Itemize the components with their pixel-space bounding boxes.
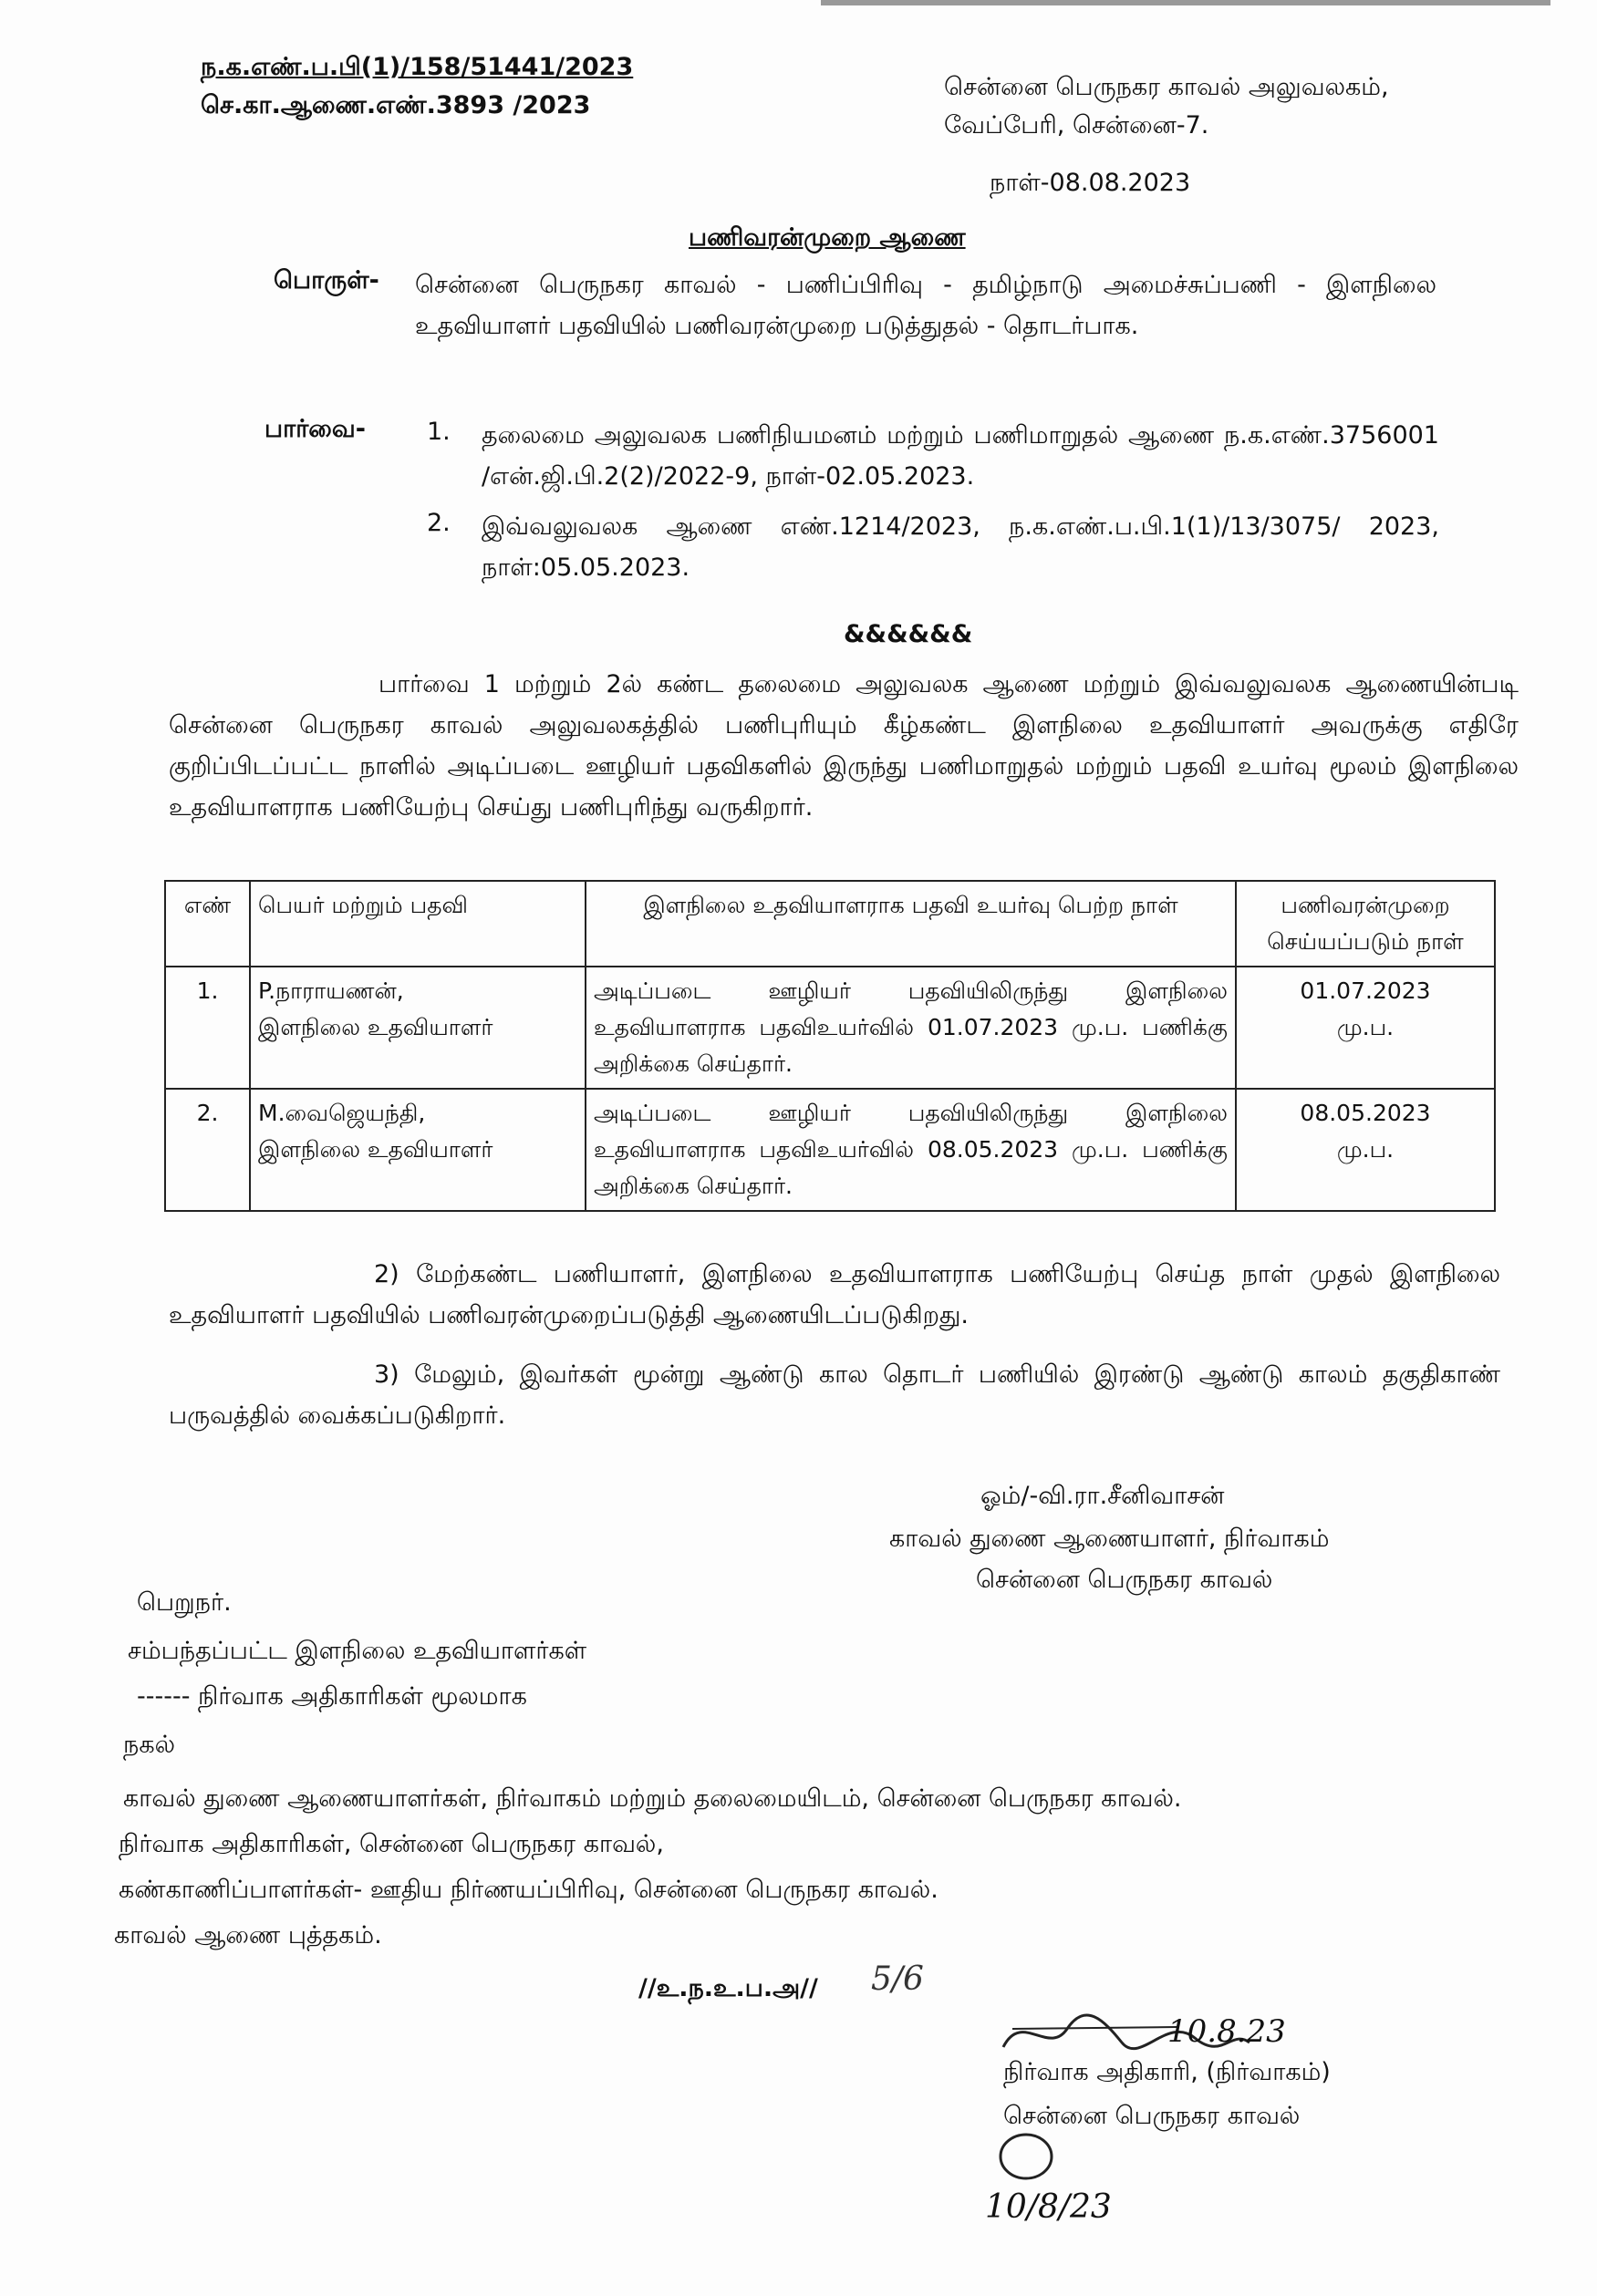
office-address: வேப்பேரி, சென்னை-7. <box>944 111 1209 140</box>
table-header <box>165 881 1495 967</box>
ref-item-1-num: 1. <box>427 418 451 446</box>
paragraph-1: பார்வை 1 மற்றும் 2ல் கண்ட தலைமை அலுவலக ஆணை மற்றும் இவ்வலுவலக ஆணையின்படி சென்னை பெருநகர காவல் அலுவலகத்தில் பணிபுரியும் கீழ்கண்ட இளநிலை உதவியாளர் அவருக்கு எதிரே குறிப்பிடப்பட்ட நாளில் அடிப்படை ஊழியர் பதவிகளில் இருந்து பணிமாறுதல் மற்றும் பதவி உயர்வு மூலம் இளநிலை உதவியாளராக பணியேற்பு செய்து பணிபுரிந்து வருகிறார். <box>169 670 1519 822</box>
row-promotion: அடிப்படை ஊழியர் பதவியிலிருந்து இளநிலை உதவியாளராக பதவிஉயர்வில் 01.07.2023 மு.ப. பணிக்கு அறிக்கை செய்தார். <box>586 967 1236 1089</box>
initial-date: 10/8/23 <box>985 2188 1112 2226</box>
order-date: நாள்-08.08.2023 <box>990 169 1191 197</box>
signatory-designation: காவல் துணை ஆணையாளர், நிர்வாகம் <box>889 1525 1330 1553</box>
col-name: பெயர் மற்றும் பதவி <box>250 881 586 967</box>
col-promotion: இளநிலை உதவியாளராக பதவி உயர்வு பெற்ற நாள் <box>586 881 1236 967</box>
reg-time: மு.ப. <box>1336 1014 1395 1040</box>
subject-label: பொருள்- <box>274 266 379 295</box>
reg-date: 08.05.2023 <box>1300 1100 1431 1126</box>
scan-edge <box>821 0 1550 5</box>
reg-date: 01.07.2023 <box>1300 977 1431 1004</box>
row-num: 1. <box>165 967 250 1089</box>
subject-text: சென்னை பெருநகர காவல் - பணிப்பிரிவு - தமிழ்நாடு அமைச்சுப்பணி - இளநிலை உதவியாளர் பதவியில் பணிவரன்முறை படுத்துதல் - தொடர்பாக. <box>415 271 1436 340</box>
officer-org: சென்னை பெருநகர காவல் <box>1003 2102 1301 2130</box>
row-reg-date <box>1236 967 1495 1089</box>
copy-item: காவல் ஆணை புத்தகம். <box>114 1921 382 1950</box>
signature-date: 10.8.23 <box>1167 2013 1286 2050</box>
ref-item-1: தலைமை அலுவலக பணிநியமனம் மற்றும் பணிமாறுதல் ஆணை ந.க.எண்.3756001 /என்.ஜி.பி.2(2)/2022-9, நாள்-02.05.2023. <box>482 421 1439 491</box>
post: இளநிலை உதவியாளர் <box>258 1014 493 1040</box>
copy-item: கண்காணிப்பாளர்கள்- ஊதிய நிர்ணயப்பிரிவு, சென்னை பெருநகர காவல். <box>119 1876 938 1904</box>
page-title: பணிவரன்முறை ஆணை <box>689 223 966 252</box>
reference-label: பார்வை- <box>264 415 366 443</box>
row-num: 2. <box>165 1089 250 1211</box>
separator: &&&&&& <box>844 620 973 648</box>
officer-designation: நிர்வாக அதிகாரி, (நிர்வாகம்) <box>1003 2058 1331 2086</box>
name: M.வைஜெயந்தி, <box>258 1100 426 1126</box>
signatory-org: சென்னை பெருநகர காவல் <box>976 1566 1273 1594</box>
staff-table <box>164 880 1496 1212</box>
initial-mark <box>990 2129 1063 2184</box>
recipients-line-2: ------ நிர்வாக அதிகாரிகள் மூலமாக <box>137 1682 527 1711</box>
signatory-name: ஓம்/-வி.ரா.சீனிவாசன் <box>980 1482 1225 1510</box>
recipients-label: பெறுநர். <box>137 1588 232 1617</box>
copy-item: காவல் துணை ஆணையாளர்கள், நிர்வாகம் மற்றும் தலைமையிடம், சென்னை பெருநகர காவல். <box>123 1784 1182 1813</box>
row-promotion: அடிப்படை ஊழியர் பதவியிலிருந்து இளநிலை உதவியாளராக பதவிஉயர்வில் 08.05.2023 மு.ப. பணிக்கு அறிக்கை செய்தார். <box>586 1089 1236 1211</box>
row-reg-date <box>1236 1089 1495 1211</box>
ref-number: ந.க.எண்.ப.பி(1)/158/51441/2023 <box>201 53 634 81</box>
col-regularisation: பணிவரன்முறை செய்யப்படும் நாள் <box>1236 881 1495 967</box>
table-row <box>165 1089 1495 1211</box>
col-num: எண் <box>165 881 250 967</box>
post: இளநிலை உதவியாளர் <box>258 1136 493 1163</box>
row-name <box>250 1089 586 1211</box>
handwritten-note: 5/6 <box>871 1960 924 1998</box>
office-name: சென்னை பெருநகர காவல் அலுவலகம், <box>944 73 1389 101</box>
recipients-line-1: சம்பந்தப்பட்ட இளநிலை உதவியாளர்கள் <box>128 1637 587 1665</box>
table-row <box>165 967 1495 1089</box>
order-number: செ.கா.ஆணை.எண்.3893 /2023 <box>201 91 591 119</box>
paragraph-2: 2) மேற்கண்ட பணியாளர், இளநிலை உதவியாளராக பணியேற்பு செய்த நாள் முதல் இளநிலை உதவியாளர் பதவியில் பணிவரன்முறைப்படுத்தி ஆணையிடப்படுகிறது. <box>169 1260 1500 1329</box>
reg-time: மு.ப. <box>1336 1136 1395 1163</box>
copy-item: நிர்வாக அதிகாரிகள், சென்னை பெருநகர காவல், <box>119 1830 664 1858</box>
copy-label: நகல் <box>123 1731 176 1759</box>
name: P.நாராயணன், <box>258 977 404 1004</box>
paragraph-3: 3) மேலும், இவர்கள் மூன்று ஆண்டு கால தொடர் பணியில் இரண்டு ஆண்டு காலம் தகுதிகாண் பருவத்தில் வைக்கப்படுகிறார். <box>169 1360 1500 1430</box>
attest-mark: //உ.ந.உ.ப.அ// <box>638 1974 818 2002</box>
ref-item-2-num: 2. <box>427 509 451 537</box>
row-name <box>250 967 586 1089</box>
ref-item-2: இவ்வலுவலக ஆணை எண்.1214/2023, ந.க.எண்.ப.பி.1(1)/13/3075/ 2023, நாள்:05.05.2023. <box>482 512 1439 582</box>
